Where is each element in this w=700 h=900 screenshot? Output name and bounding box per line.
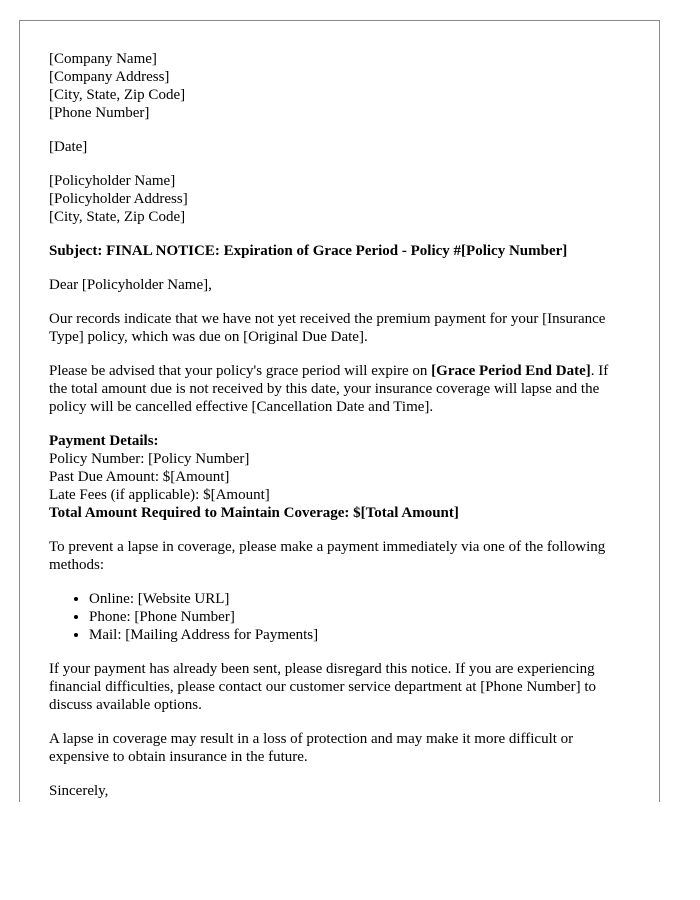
company-city-state-zip: [City, State, Zip Code] [49,87,186,103]
company-phone: [Phone Number] [49,105,150,121]
payment-method-online: • Online: [Website URL] [89,590,629,608]
payment-method-phone: • Phone: [Phone Number] [89,608,629,626]
grace-period-text-before: Please be advised that your policy's grace period will expire on [49,363,432,379]
sender-address-block [49,50,629,122]
grace-period-text-after: . If the total amount due is not received by this date, your insurance coverage will lapse and the policy will be cancelled effective [Cancellation Date and Time]. [49,363,609,415]
recipient-name: [Policyholder Name] [49,173,176,189]
payment-methods-intro: To prevent a lapse in coverage, please make a payment immediately via one of the following methods: [49,539,606,573]
recipient-city-state-zip: [City, State, Zip Code] [49,209,186,225]
payment-methods-list [49,590,629,644]
letter-date: [Date] [49,139,88,155]
company-address: [Company Address] [49,69,170,85]
payment-total-amount: Total Amount Required to Maintain Coverage: $[Total Amount] [49,505,459,521]
letter-page [19,20,660,802]
payment-details-heading: Payment Details: [49,433,159,449]
closing: Sincerely, [49,783,109,799]
body-paragraph-lapse-warning: A lapse in coverage may result in a loss of protection and may make it more difficult or expensive to obtain insurance in the future. [49,731,574,765]
recipient-address: [Policyholder Address] [49,191,188,207]
salutation: Dear [Policyholder Name], [49,277,212,293]
body-paragraph-payment-not-received: Our records indicate that we have not yet received the premium payment for your [Insurance Type] policy, which was due on [Original Due Date]. [49,311,606,345]
payment-policy-number: Policy Number: [Policy Number] [49,451,250,467]
body-paragraph-disregard: If your payment has already been sent, please disregard this notice. If you are experiencing financial difficulties, please contact our customer service department at [Phone Number] to discuss available options. [49,661,597,713]
recipient-address-block [49,172,629,226]
body-paragraph-grace-period [49,362,629,416]
payment-past-due-amount: Past Due Amount: $[Amount] [49,469,230,485]
company-name: [Company Name] [49,51,157,67]
payment-details-block [49,432,629,522]
grace-period-end-date: [Grace Period End Date] [431,363,591,379]
payment-late-fees: Late Fees (if applicable): $[Amount] [49,487,270,503]
subject-line: Subject: FINAL NOTICE: Expiration of Grace Period - Policy #[Policy Number] [49,243,568,259]
payment-method-mail: • Mail: [Mailing Address for Payments] [89,626,629,644]
